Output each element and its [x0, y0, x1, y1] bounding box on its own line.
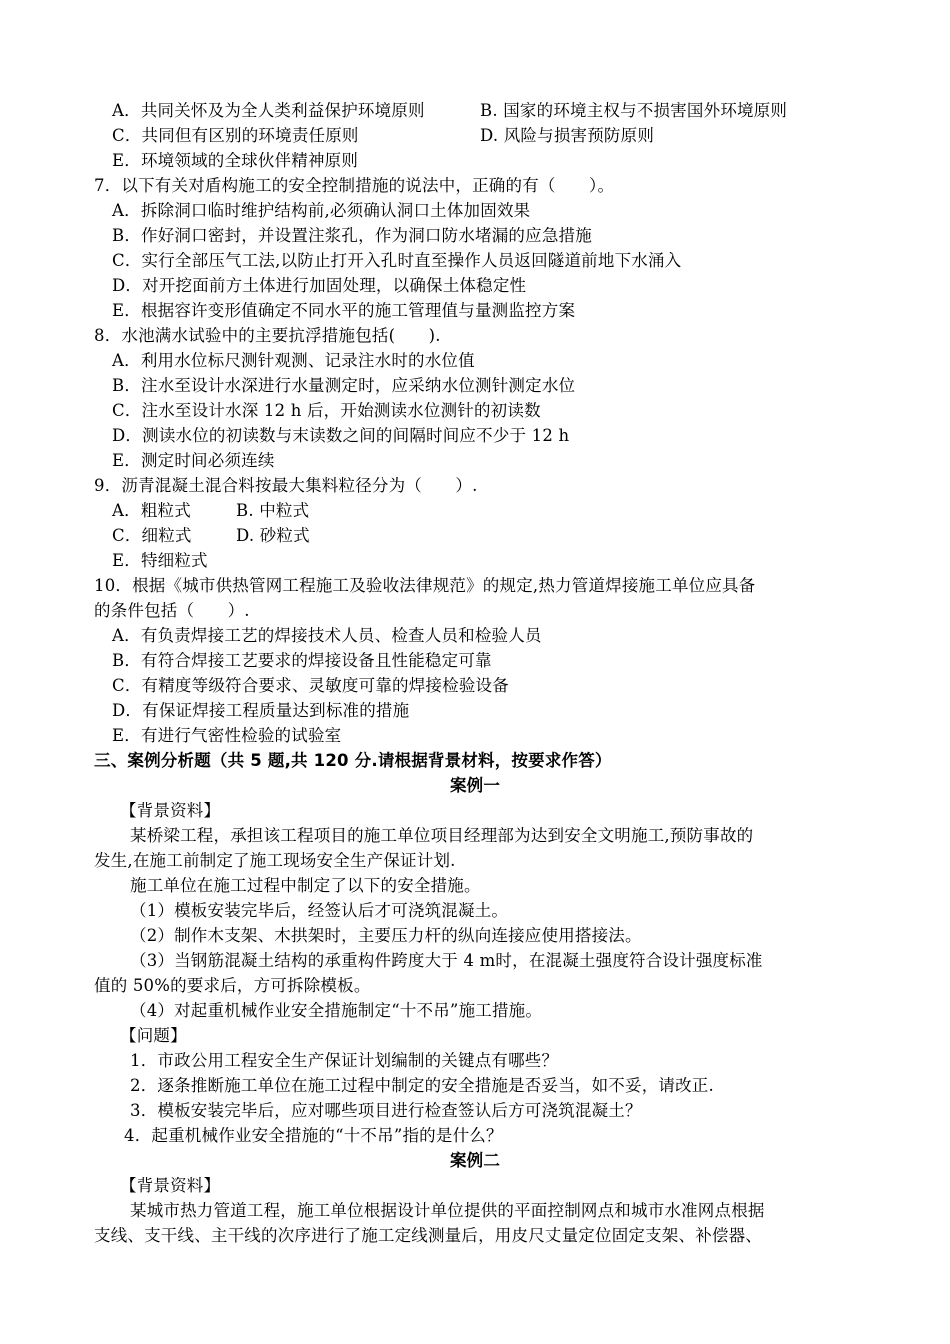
case-1-background-line-1: 某桥梁工程，承担该工程项目的施工单位项目经理部为达到安全文明施工,预防事故的 — [130, 826, 754, 845]
q7-option-c: C．实行全部压气工法,以防止打开入孔时直至操作人员返回隧道前地下水涌入 — [112, 251, 682, 270]
q7-stem: 7．以下有关对盾构施工的安全控制措施的说法中，正确的有（ ）。 — [94, 176, 615, 195]
case-1-measure-3-line-1: （3）当钢筋混凝土结构的承重构件跨度大于 4 m时，在混凝土强度符合设计强度标准 — [130, 951, 763, 970]
q10-option-e: E．有进行气密性检验的试验室 — [112, 726, 342, 745]
case-2-background-line-2: 支线、支干线、主干线的次序进行了施工定线测量后，用皮尺丈量定位固定支架、补偿器、 — [94, 1226, 762, 1245]
q8-option-d: D．测读水位的初读数与末读数之间的间隔时间应不少于 12 h — [112, 426, 570, 445]
case-1-background-line-2: 发生,在施工前制定了施工现场安全生产保证计划. — [94, 851, 456, 870]
q10-option-d: D．有保证焊接工程质量达到标准的措施 — [112, 701, 410, 720]
q8-option-e: E．测定时间必须连续 — [112, 451, 275, 470]
q9-option-d: D. 砂粒式 — [236, 526, 310, 545]
q10-stem-line-2: 的条件包括（ ）. — [94, 601, 250, 620]
case-2-background-label: 【背景资料】 — [120, 1176, 221, 1195]
case-2-title: 案例二 — [449, 1151, 501, 1170]
case-2-background-line-1: 某城市热力管道工程，施工单位根据设计单位提供的平面控制网点和城市水准网点根据 — [130, 1201, 765, 1220]
case-1-background-line-3: 施工单位在施工过程中制定了以下的安全措施。 — [130, 876, 481, 895]
case-1-question-3: 3．模板安装完毕后，应对哪些项目进行检查签认后方可浇筑混凝土？ — [130, 1101, 642, 1120]
case-1-measure-1: （1）模板安装完毕后，经签认后才可浇筑混凝土。 — [130, 901, 509, 920]
q9-option-c: C．细粒式 — [112, 526, 192, 545]
case-1-measure-2: （2）制作木支架、木拱架时，主要压力杆的纵向连接应使用搭接法。 — [130, 926, 642, 945]
q6-option-a: A．共同关怀及为全人类利益保护环境原则 — [112, 101, 425, 120]
q10-stem-line-1: 10．根据《城市供热管网工程施工及验收法律规范》的规定,热力管道焊接施工单位应具备 — [94, 576, 756, 595]
q9-option-e: E．特细粒式 — [112, 551, 208, 570]
section-3-heading: 三、案例分析题（共 5 题,共 120 分.请根据背景材料，按要求作答） — [94, 751, 612, 770]
q7-option-a: A．拆除洞口临时维护结构前,必须确认洞口土体加固效果 — [112, 201, 531, 220]
case-1-background-label: 【背景资料】 — [120, 801, 221, 820]
q7-option-b: B．作好洞口密封，并设置注浆孔，作为洞口防水堵漏的应急措施 — [112, 226, 592, 245]
q9-option-b: B. 中粒式 — [236, 501, 310, 520]
q10-option-a: A．有负责焊接工艺的焊接技术人员、检查人员和检验人员 — [112, 626, 542, 645]
q9-option-a: A．粗粒式 — [112, 501, 191, 520]
q8-option-b: B．注水至设计水深进行水量测定时，应采纳水位测针测定水位 — [112, 376, 576, 395]
q10-option-b: B．有符合焊接工艺要求的焊接设备且性能稳定可靠 — [112, 651, 492, 670]
q8-stem: 8．水池满水试验中的主要抗浮措施包括( ). — [94, 326, 441, 345]
case-1-questions-label: 【问题】 — [120, 1026, 187, 1045]
q9-stem: 9．沥青混凝土混合料按最大集料粒径分为（ ）. — [94, 476, 478, 495]
q6-option-e: E．环境领域的全球伙伴精神原则 — [112, 151, 359, 170]
case-1-question-4: 4．起重机械作业安全措施的“十不吊”指的是什么？ — [124, 1126, 503, 1145]
q6-option-c: C．共同但有区别的环境责任原则 — [112, 126, 359, 145]
case-1-measure-3-line-2: 值的 50%的要求后，方可拆除模板。 — [94, 976, 371, 995]
case-1-question-2: 2．逐条推断施工单位在施工过程中制定的安全措施是否妥当，如不妥，请改正. — [130, 1076, 714, 1095]
q6-option-d: D. 风险与损害预防原则 — [480, 126, 655, 145]
q8-option-a: A．利用水位标尺测针观测、记录注水时的水位值 — [112, 351, 475, 370]
case-1-title: 案例一 — [449, 776, 501, 795]
q8-option-c: C．注水至设计水深 12 h 后，开始测读水位测针的初读数 — [112, 401, 541, 420]
q6-option-b: B. 国家的环境主权与不损害国外环境原则 — [480, 101, 788, 120]
case-1-question-1: 1．市政公用工程安全生产保证计划编制的关键点有哪些？ — [130, 1051, 559, 1070]
q7-option-e: E．根据容许变形值确定不同水平的施工管理值与量测监控方案 — [112, 301, 576, 320]
case-1-measure-4: （4）对起重机械作业安全措施制定“十不吊”施工措施。 — [130, 1001, 543, 1020]
q10-option-c: C．有精度等级符合要求、灵敏度可靠的焊接检验设备 — [112, 676, 509, 695]
q7-option-d: D．对开挖面前方土体进行加固处理，以确保土体稳定性 — [112, 276, 527, 295]
